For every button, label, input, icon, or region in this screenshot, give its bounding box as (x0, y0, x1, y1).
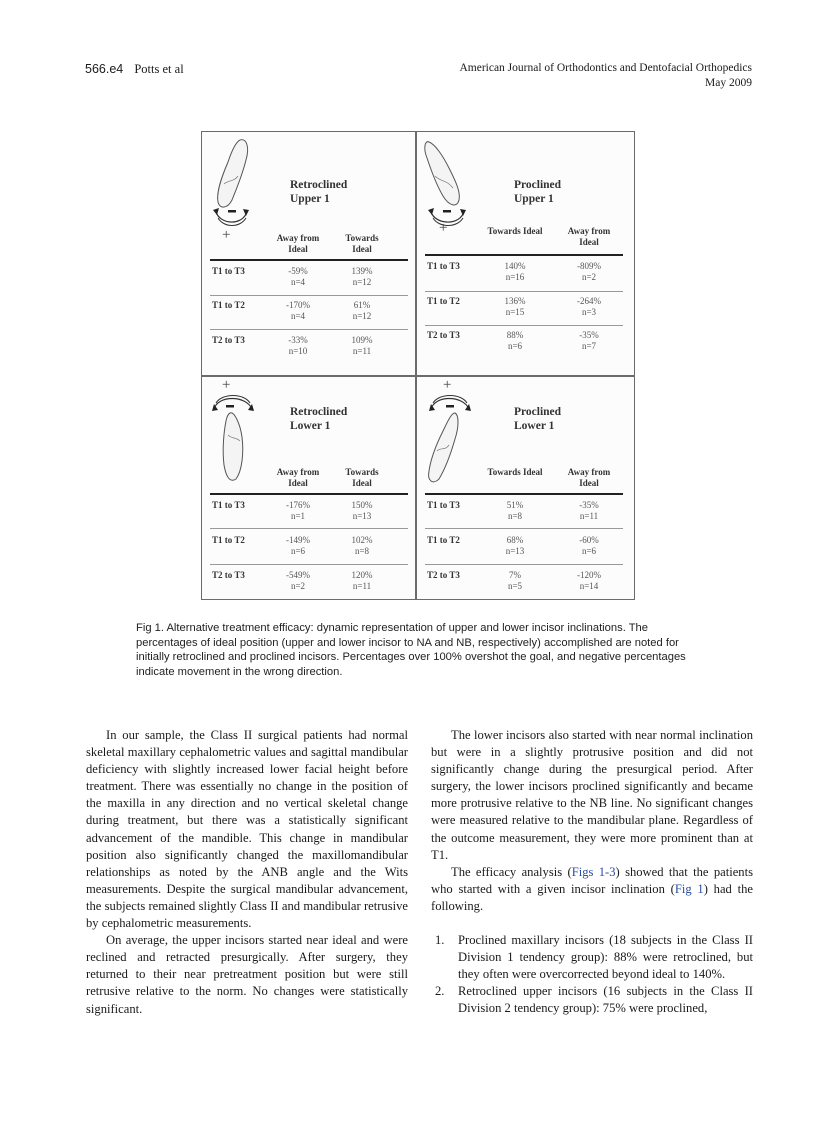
text-run: ) showed that the patients who started with a given incisor inclination ( (431, 864, 754, 896)
row-rule (425, 325, 623, 326)
table-cell (485, 296, 545, 318)
table-cell (485, 535, 545, 557)
cell-n: n=2 (290, 581, 306, 591)
cell-n: n=14 (579, 581, 599, 591)
table-cell (559, 535, 619, 557)
row-label: T2 to T3 (212, 335, 245, 345)
panel-title-line1: Proclined (514, 179, 562, 191)
row-label: T1 to T3 (212, 266, 245, 276)
row-rule (210, 528, 408, 529)
cell-n: n=12 (352, 277, 372, 287)
cell-percent: -60% (579, 535, 599, 545)
column-header-1-line1: Towards Ideal (487, 226, 543, 236)
row-rule (425, 564, 623, 565)
column-header-2-line1: Away from (567, 226, 611, 236)
cell-n: n=4 (290, 277, 306, 287)
row-label: T1 to T2 (212, 535, 245, 545)
panel-proclined-upper (417, 132, 630, 375)
header-rule (425, 493, 623, 495)
lower-incisor-tooth-icon (208, 391, 258, 491)
panel-retroclined-upper (202, 132, 415, 375)
cell-percent: -120% (577, 570, 601, 580)
list-number: 2. (435, 984, 445, 999)
cell-n: n=16 (505, 272, 525, 282)
cell-percent: 150% (351, 500, 373, 510)
cell-n: n=5 (507, 581, 523, 591)
table-cell (485, 261, 545, 283)
table-cell (485, 500, 545, 522)
column-header-2-line1: Away from (567, 467, 611, 477)
cell-n: n=4 (290, 311, 306, 321)
body-column-left (86, 727, 408, 1018)
row-label: T2 to T3 (427, 570, 460, 580)
author-line: Potts et al (134, 62, 184, 76)
paragraph: In our sample, the Class II surgical patients had normal skeletal maxillary cephalometric values and sagittal mandibular deficiency with slightly increased lower facial height before treatment. There was essentially no change in the position of the maxilla in any direction and no vertical skeletal change during treatment, but there was a statistically significant advancement of the mandible. This change in mandibular position also significantly changed the maxillomandibular relationships as noted by the ANB angle and the Wits measurements. Despite the surgical mandibular advancement, the subjects remained slightly Class II and mandibular retrusive by cephalometric measurements. (86, 728, 408, 931)
text-run: The efficacy analysis ( (451, 864, 572, 879)
panel-title-line2: Upper 1 (514, 193, 554, 205)
cell-n: n=8 (354, 546, 370, 556)
panel-title-line2: Lower 1 (290, 420, 331, 432)
column-header-1-line1: Towards Ideal (487, 467, 543, 477)
list-text: Proclined maxillary incisors (18 subjects in the Class II Division 1 tendency group): 88% were retroclined, but they often were overcorrected beyond ideal to 140%. (458, 933, 753, 982)
column-header-1-line2: Ideal (288, 244, 308, 254)
table-cell (559, 296, 619, 318)
running-header-left (85, 62, 184, 77)
list-item (431, 932, 753, 983)
paragraph (431, 864, 753, 915)
cell-n: n=11 (352, 581, 372, 591)
cell-percent: -176% (286, 500, 310, 510)
panel-title (514, 405, 561, 433)
table-cell (268, 535, 328, 557)
column-header-2 (332, 233, 392, 255)
cell-n: n=6 (290, 546, 306, 556)
paragraph: On average, the upper incisors started near ideal and were reclined and retracted presurgically. After surgery, they returned to their near pretreatment position but were still retrusive relative to the norm. No changes were statistically significant. (86, 933, 408, 1016)
column-header-2 (332, 467, 392, 489)
panel-title-line2: Upper 1 (290, 193, 330, 205)
table-cell (332, 500, 392, 522)
row-label: T1 to T3 (212, 500, 245, 510)
plus-sign: + (439, 220, 448, 236)
cell-percent: 136% (504, 296, 526, 306)
table-cell (559, 500, 619, 522)
table-cell (332, 535, 392, 557)
row-label: T1 to T2 (427, 535, 460, 545)
panel-title (290, 178, 347, 206)
fig-1-link[interactable]: Fig 1 (674, 881, 704, 896)
column-header-1-line1: Away from (276, 233, 320, 243)
column-header-2-line2: Ideal (352, 244, 372, 254)
cell-percent: -59% (288, 266, 308, 276)
plus-sign: + (443, 377, 452, 393)
row-rule (210, 564, 408, 565)
cell-n: n=8 (507, 511, 523, 521)
column-header-2 (559, 467, 619, 489)
panel-retroclined-lower (202, 377, 415, 599)
table-cell (332, 300, 392, 322)
panel-title-line1: Retroclined (290, 179, 348, 191)
table-cell (268, 500, 328, 522)
table-cell (268, 300, 328, 322)
row-label: T1 to T3 (427, 500, 460, 510)
cell-percent: -264% (577, 296, 601, 306)
panel-title (514, 178, 561, 206)
cell-n: n=10 (288, 346, 308, 356)
cell-n: n=11 (579, 511, 599, 521)
table-cell (485, 330, 545, 352)
paragraph: The lower incisors also started with near normal inclination but were in a slightly protrusive position and did not significantly change during the presurgical period. After surgery, the lower incisors proclined significantly and became more protrusive relative to the NB line. No significant changes were measured relative to the mandibular plane. Regardless of the outcome measurement, they were more prominent than at T1. (431, 728, 753, 862)
figure-1 (201, 131, 635, 600)
row-label: T2 to T3 (212, 570, 245, 580)
table-cell (559, 261, 619, 283)
upper-incisor-tooth-icon (210, 136, 258, 236)
row-rule (210, 329, 408, 330)
cell-percent: 120% (351, 570, 373, 580)
panel-title-line1: Proclined (514, 406, 562, 418)
cell-n: n=3 (581, 307, 597, 317)
row-label: T1 to T2 (212, 300, 245, 310)
list-item (431, 983, 753, 1017)
journal-title: American Journal of Orthodontics and Dentofacial Orthopedics (459, 62, 752, 74)
row-rule (425, 291, 623, 292)
header-rule (210, 259, 408, 261)
cell-percent: 140% (504, 261, 526, 271)
cell-n: n=1 (290, 511, 306, 521)
cell-percent: 68% (506, 535, 524, 545)
findings-list (431, 932, 753, 1017)
page-number: 566.e4 (85, 62, 124, 76)
cell-n: n=11 (352, 346, 372, 356)
column-header-2-line2: Ideal (579, 478, 599, 488)
issue-date: May 2009 (705, 77, 752, 89)
column-header-2-line2: Ideal (579, 237, 599, 247)
table-cell (268, 335, 328, 357)
cell-percent: -170% (286, 300, 310, 310)
cell-percent: 139% (351, 266, 373, 276)
cell-n: n=13 (505, 546, 525, 556)
table-cell (332, 335, 392, 357)
running-header-right (459, 61, 752, 91)
list-text: Retroclined upper incisors (16 subjects in the Class II Division 2 tendency group): 75% were proclined, (458, 984, 753, 1016)
cell-percent: -35% (579, 330, 599, 340)
cell-n: n=15 (505, 307, 525, 317)
cell-n: n=6 (581, 546, 597, 556)
row-label: T1 to T2 (427, 296, 460, 306)
row-rule (425, 528, 623, 529)
cell-percent: 51% (506, 500, 524, 510)
table-cell (332, 266, 392, 288)
row-label: T2 to T3 (427, 330, 460, 340)
table-cell (332, 570, 392, 592)
header-rule (210, 493, 408, 495)
cell-percent: 88% (506, 330, 524, 340)
cell-n: n=12 (352, 311, 372, 321)
column-header-2-line1: Towards (345, 233, 379, 243)
panel-title (290, 405, 347, 433)
column-header-1 (475, 226, 555, 237)
column-header-1 (268, 233, 328, 255)
cell-percent: -33% (288, 335, 308, 345)
table-cell (559, 570, 619, 592)
column-header-2-line1: Towards (345, 467, 379, 477)
plus-sign: + (222, 377, 231, 393)
cell-percent: 61% (353, 300, 371, 310)
table-cell (559, 330, 619, 352)
panel-title-line2: Lower 1 (514, 420, 555, 432)
figure-caption: Fig 1. Alternative treatment efficacy: dynamic representation of upper and lower incisor inclinations. The percentages of ideal position (upper and lower incisor to NA and NB, respectively) accomplished are noted for initially retroclined and proclined incisors. Percentages over 100% overshot the goal, and negative percentages indicate movement in the wrong direction. (136, 622, 686, 678)
cell-n: n=2 (581, 272, 597, 282)
row-rule (210, 295, 408, 296)
cell-percent: 109% (351, 335, 373, 345)
cell-percent: -809% (577, 261, 601, 271)
row-label: T1 to T3 (427, 261, 460, 271)
column-header-1 (475, 467, 555, 478)
column-header-1 (268, 467, 328, 489)
plus-sign: + (222, 227, 231, 243)
cell-percent: 102% (351, 535, 373, 545)
cell-percent: 7% (509, 570, 521, 580)
column-header-1-line2: Ideal (288, 478, 308, 488)
cell-n: n=13 (352, 511, 372, 521)
header-rule (425, 254, 623, 256)
panel-proclined-lower (417, 377, 630, 599)
cell-percent: -149% (286, 535, 310, 545)
column-header-2-line2: Ideal (352, 478, 372, 488)
body-column-right (431, 727, 753, 1018)
panel-title-line1: Retroclined (290, 406, 348, 418)
table-cell (268, 266, 328, 288)
cell-percent: -549% (286, 570, 310, 580)
table-cell (268, 570, 328, 592)
cell-percent: -35% (579, 500, 599, 510)
list-number: 1. (435, 933, 445, 948)
cell-n: n=6 (507, 341, 523, 351)
text-run: ) had the following. (431, 881, 753, 913)
figs-1-3-link[interactable]: Figs 1-3 (571, 864, 616, 879)
column-header-2 (559, 226, 619, 248)
column-header-1-line1: Away from (276, 467, 320, 477)
table-cell (485, 570, 545, 592)
cell-n: n=7 (581, 341, 597, 351)
lower-incisor-tooth-icon (423, 391, 479, 491)
